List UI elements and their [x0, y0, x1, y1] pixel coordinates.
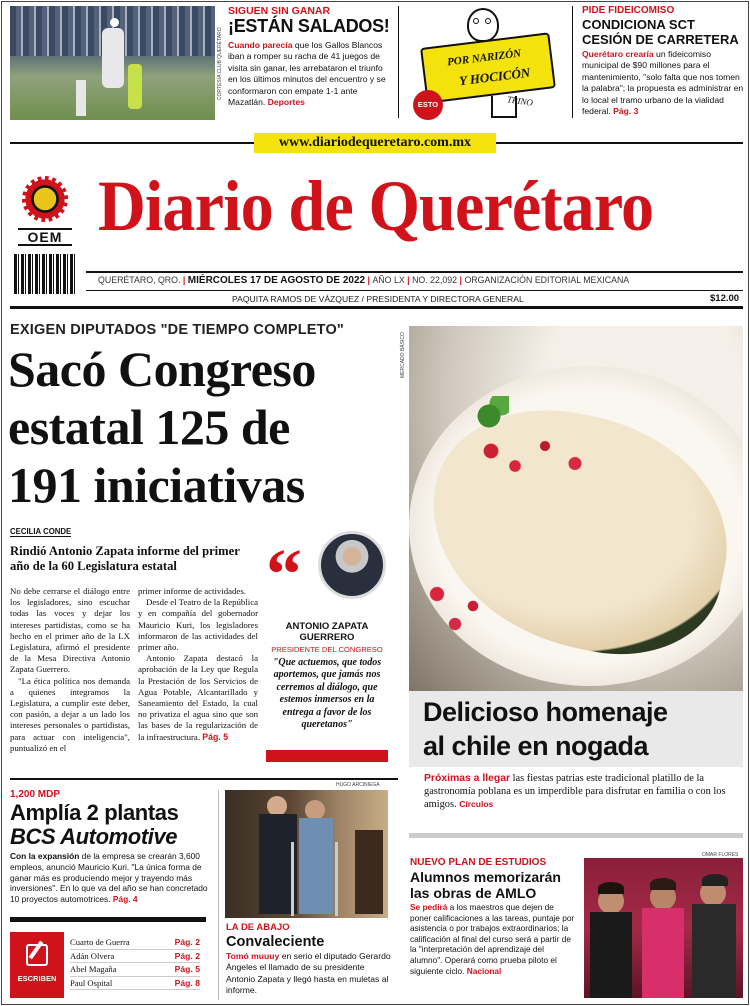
dateline-org: ORGANIZACIÓN EDITORIAL MEXICANA [464, 275, 630, 285]
main-headline-line-1: Sacó Congreso [8, 341, 316, 397]
fideicomiso-body: un fideicomiso municipal de $90 millones para el mantenimiento, "solo falta que nos tomen la palabra"; la propuesta es administrar en lo local el tramo urbano de la vialidad federal. [582, 49, 744, 117]
escriben-list [70, 936, 200, 990]
sports-kicker: SIGUEN SIN GANAR [228, 5, 331, 17]
url-pill[interactable]: www.diariodequeretaro.com.mx [254, 133, 496, 153]
sports-text [228, 40, 386, 108]
food-rule [409, 833, 743, 838]
top-divider-2 [572, 6, 573, 118]
amlo-section[interactable]: Nacional [466, 965, 502, 976]
fideicomiso-text [582, 49, 744, 117]
amlo-headline-1[interactable]: Alumnos memorizarán [410, 869, 561, 885]
bcs-rule [10, 917, 206, 922]
price: $12.00 [710, 293, 740, 304]
escriben-label: ESCRIBEN [17, 974, 57, 983]
main-headline-line-2: estatal 125 de [8, 399, 290, 455]
dateline-number: NO. 22,092 [412, 275, 458, 285]
amlo-kicker: NUEVO PLAN DE ESTUDIOS [410, 857, 547, 868]
lower-divider-v [218, 790, 219, 1000]
main-col1-p1: No debe cerrarse el diálogo entre los legisladores, sino escuchar todas las voces y dejar los intereses partidistas, como se ha hecho en el primer año de la LX Legislatura, afirmó el presidente de la Mesa Directiva Antonio Zapata Guerrero. [10, 586, 130, 675]
barcode [14, 254, 76, 294]
chile-photo[interactable] [409, 326, 743, 691]
escriben-page: Pág. 5 [174, 964, 200, 975]
bcs-kicker: 1,200 MDP [10, 789, 61, 800]
quote-red-bar [266, 750, 388, 762]
masthead-rule-1 [86, 271, 743, 273]
cartoon[interactable] [405, 4, 565, 120]
quote-marks-icon: “ [266, 534, 302, 614]
fideicomiso-kicker: PIDE FIDEICOMISO [582, 5, 675, 16]
fideicomiso-headline-2[interactable]: CESIÓN DE CARRETERA [582, 32, 739, 47]
escriben-row[interactable] [70, 977, 200, 991]
sports-lead: Cuando parecía [228, 40, 293, 50]
food-headline-2: al chile en nogada [423, 731, 649, 761]
convaleciente-text [226, 951, 394, 997]
bcs-headline-1[interactable]: Amplía 2 plantas [10, 800, 179, 825]
masthead-rule-3 [10, 306, 743, 309]
amlo-body: a los maestros que dejen de poner calificaciones a las tareas, puntaje por asistencia o por trabajos extraordinarios; la calificación al final del curso será a partir de la "interpretación del aprendizaje del alumno". Operará como prueba piloto el siguiente ciclo. [410, 902, 575, 976]
bcs-text [10, 851, 208, 905]
convaleciente-photo[interactable] [225, 790, 388, 918]
amlo-credit: OMAR FLORES [702, 852, 739, 858]
zapata-avatar[interactable] [318, 531, 386, 599]
main-col-1 [10, 586, 130, 754]
bcs-body: de la empresa se crearán 3,600 empleos, anunció Mauricio Kuri. "La única forma de ganar más es produciendo mejor y trayendo más inversiones". En lo que va del año se han concretado 10 proyectos automotrices. [10, 851, 208, 905]
main-kicker: EXIGEN DIPUTADOS "DE TIEMPO COMPLETO" [10, 322, 345, 338]
fideicomiso-page[interactable]: Pág. 3 [613, 106, 639, 117]
quote-text: "Que actuemos, que todos aportemos, que jamás nos cerremos al diálogo, que estemos inmersos en la entrega a favor de los queretanos" [272, 657, 382, 731]
cartoon-banner [420, 32, 556, 103]
escriben-page: Pág. 2 [174, 950, 200, 961]
escriben-name: Adán Olvera [70, 950, 115, 961]
sports-headline[interactable]: ¡ESTÁN SALADOS! [228, 16, 390, 36]
main-headline[interactable] [8, 340, 398, 514]
sports-body: que los Gallos Blancos iban a romper su racha de 41 juegos de visita sin ganar, les arrebataron el triunfo en los últimos minutos del encuentro y se conformaron con empate 1-1 ante Mazatlán. [228, 40, 386, 108]
cartoon-banner-text-2: Y HOCICÓN [458, 64, 531, 89]
sun-icon [22, 176, 68, 222]
main-col-2 [138, 586, 258, 743]
esto-badge[interactable]: ESTO [413, 90, 443, 120]
convaleciente-kicker: LA DE ABAJO [226, 922, 290, 933]
main-col2-page[interactable]: Pág. 5 [202, 731, 229, 742]
main-col2-p2: Desde el Teatro de la República y en compañía del gobernador Mauricio Kuri, los legisladores informaron de las actividades del primer año. [138, 597, 258, 653]
dateline: QUERÉTARO, QRO. | MIÉRCOLES 17 DE AGOSTO DE 2022 | AÑO LX | NO. 22,092 | ORGANIZACIÓN EDITORIAL MEXICANA [98, 275, 630, 286]
main-byline: CECILIA CONDE [10, 527, 72, 536]
food-lead: Próximas a llegar [424, 773, 511, 784]
amlo-lead: Se pedirá [410, 902, 448, 912]
sports-section[interactable]: Deportes [267, 97, 305, 108]
main-subhead: Rindió Antonio Zapata informe del primer año de la 60 Legislatura estatal [10, 544, 240, 573]
oem-logo[interactable] [18, 176, 72, 246]
food-section[interactable]: Círculos [459, 799, 494, 809]
amlo-text [410, 902, 576, 976]
dateline-date: MIÉRCOLES 17 DE AGOSTO DE 2022 [187, 275, 366, 286]
main-col2-p1: primer informe de actividades. [138, 586, 246, 596]
food-body: las fiestas patrias este tradicional platillo de la gastronomía poblana es un imperdible para disfrutar en familia o con los amigos. [424, 773, 726, 810]
escriben-name: Cuarto de Guerra [70, 937, 130, 947]
escriben-name: Abel Magaña [70, 964, 117, 975]
food-text [424, 772, 736, 811]
bcs-lead: Con la expansión [10, 851, 80, 861]
dateline-year: AÑO LX [372, 275, 405, 285]
escriben-row[interactable] [70, 950, 200, 964]
sports-photo[interactable] [10, 6, 215, 120]
quote-name-2: GUERRERO [299, 632, 355, 643]
bcs-page[interactable]: Pág. 4 [112, 894, 138, 905]
escriben-row[interactable] [70, 963, 200, 977]
director-line: PAQUITA RAMOS DE VÁZQUEZ / PRESIDENTA Y DIRECTORA GENERAL [232, 294, 524, 304]
quote-name-1: ANTONIO ZAPATA [285, 621, 369, 632]
bcs-headline-2[interactable]: BCS Automotive [10, 824, 178, 849]
convaleciente-headline[interactable]: Convaleciente [226, 934, 325, 950]
main-col1-p2: "La ética política nos demanda a quienes integramos la Legislatura, a cumplir este deber, con pasión, a dejar a un lado los intereses personales o partidistas, para actuar con inteligencia", puntualizó en el [10, 675, 130, 753]
escriben-page: Pág. 8 [174, 977, 200, 988]
masthead-title[interactable]: Diario de Querétaro [98, 166, 654, 246]
escriben-name: Paul Ospital [70, 977, 113, 988]
food-credit: MERCADO BÁSICO [400, 332, 406, 378]
fideicomiso-lead: Querétaro crearía [582, 49, 654, 59]
cartoon-signature: TRINO [506, 94, 534, 108]
convaleciente-body: en serio el diputado Gerardo Ángeles el llamado de su presidente Antonio Zapata y llegó hasta en muletas al informe. [226, 951, 391, 996]
main-headline-line-3: 191 iniciativas [8, 457, 305, 513]
food-headline-1: Delicioso homenaje [423, 697, 668, 727]
food-headline-box[interactable] [409, 691, 743, 767]
escriben-row[interactable] [70, 936, 200, 950]
cartoon-head [467, 8, 499, 42]
main-col2-p3-text: Antonio Zapata destacó la aprobación de la Ley que Regula la Prestación de los Servicios de Agua Potable, Alcantarillado y Saneamiento del Estado, la cual no privatiza el agua sino que son las bases de la regularización de la infraestructura. [138, 653, 258, 742]
quote-role: PRESIDENTE DEL CONGRESO [271, 645, 383, 654]
cartoon-banner-text-1: POR NARIZÓN [446, 47, 522, 69]
fideicomiso-headline-1[interactable]: CONDICIONA SCT [582, 17, 695, 32]
convaleciente-credit: HUGO ARCINIEGA [336, 782, 380, 788]
amlo-photo[interactable] [584, 858, 743, 998]
dateline-city: QUERÉTARO, QRO. [98, 275, 181, 285]
sports-credit: CORTESÍA CLUB QUERÉTARO [217, 27, 223, 101]
convaleciente-lead: Tomó muuuy [226, 951, 280, 961]
lower-rule [10, 778, 398, 780]
main-col2-p3 [138, 653, 258, 743]
escriben-box[interactable] [10, 932, 64, 998]
amlo-headline-2[interactable]: las obras de AMLO [410, 885, 537, 901]
top-divider-1 [398, 6, 399, 118]
oem-text: OEM [18, 228, 72, 246]
masthead-rule-2 [86, 290, 743, 291]
escriben-page: Pág. 2 [174, 937, 200, 947]
